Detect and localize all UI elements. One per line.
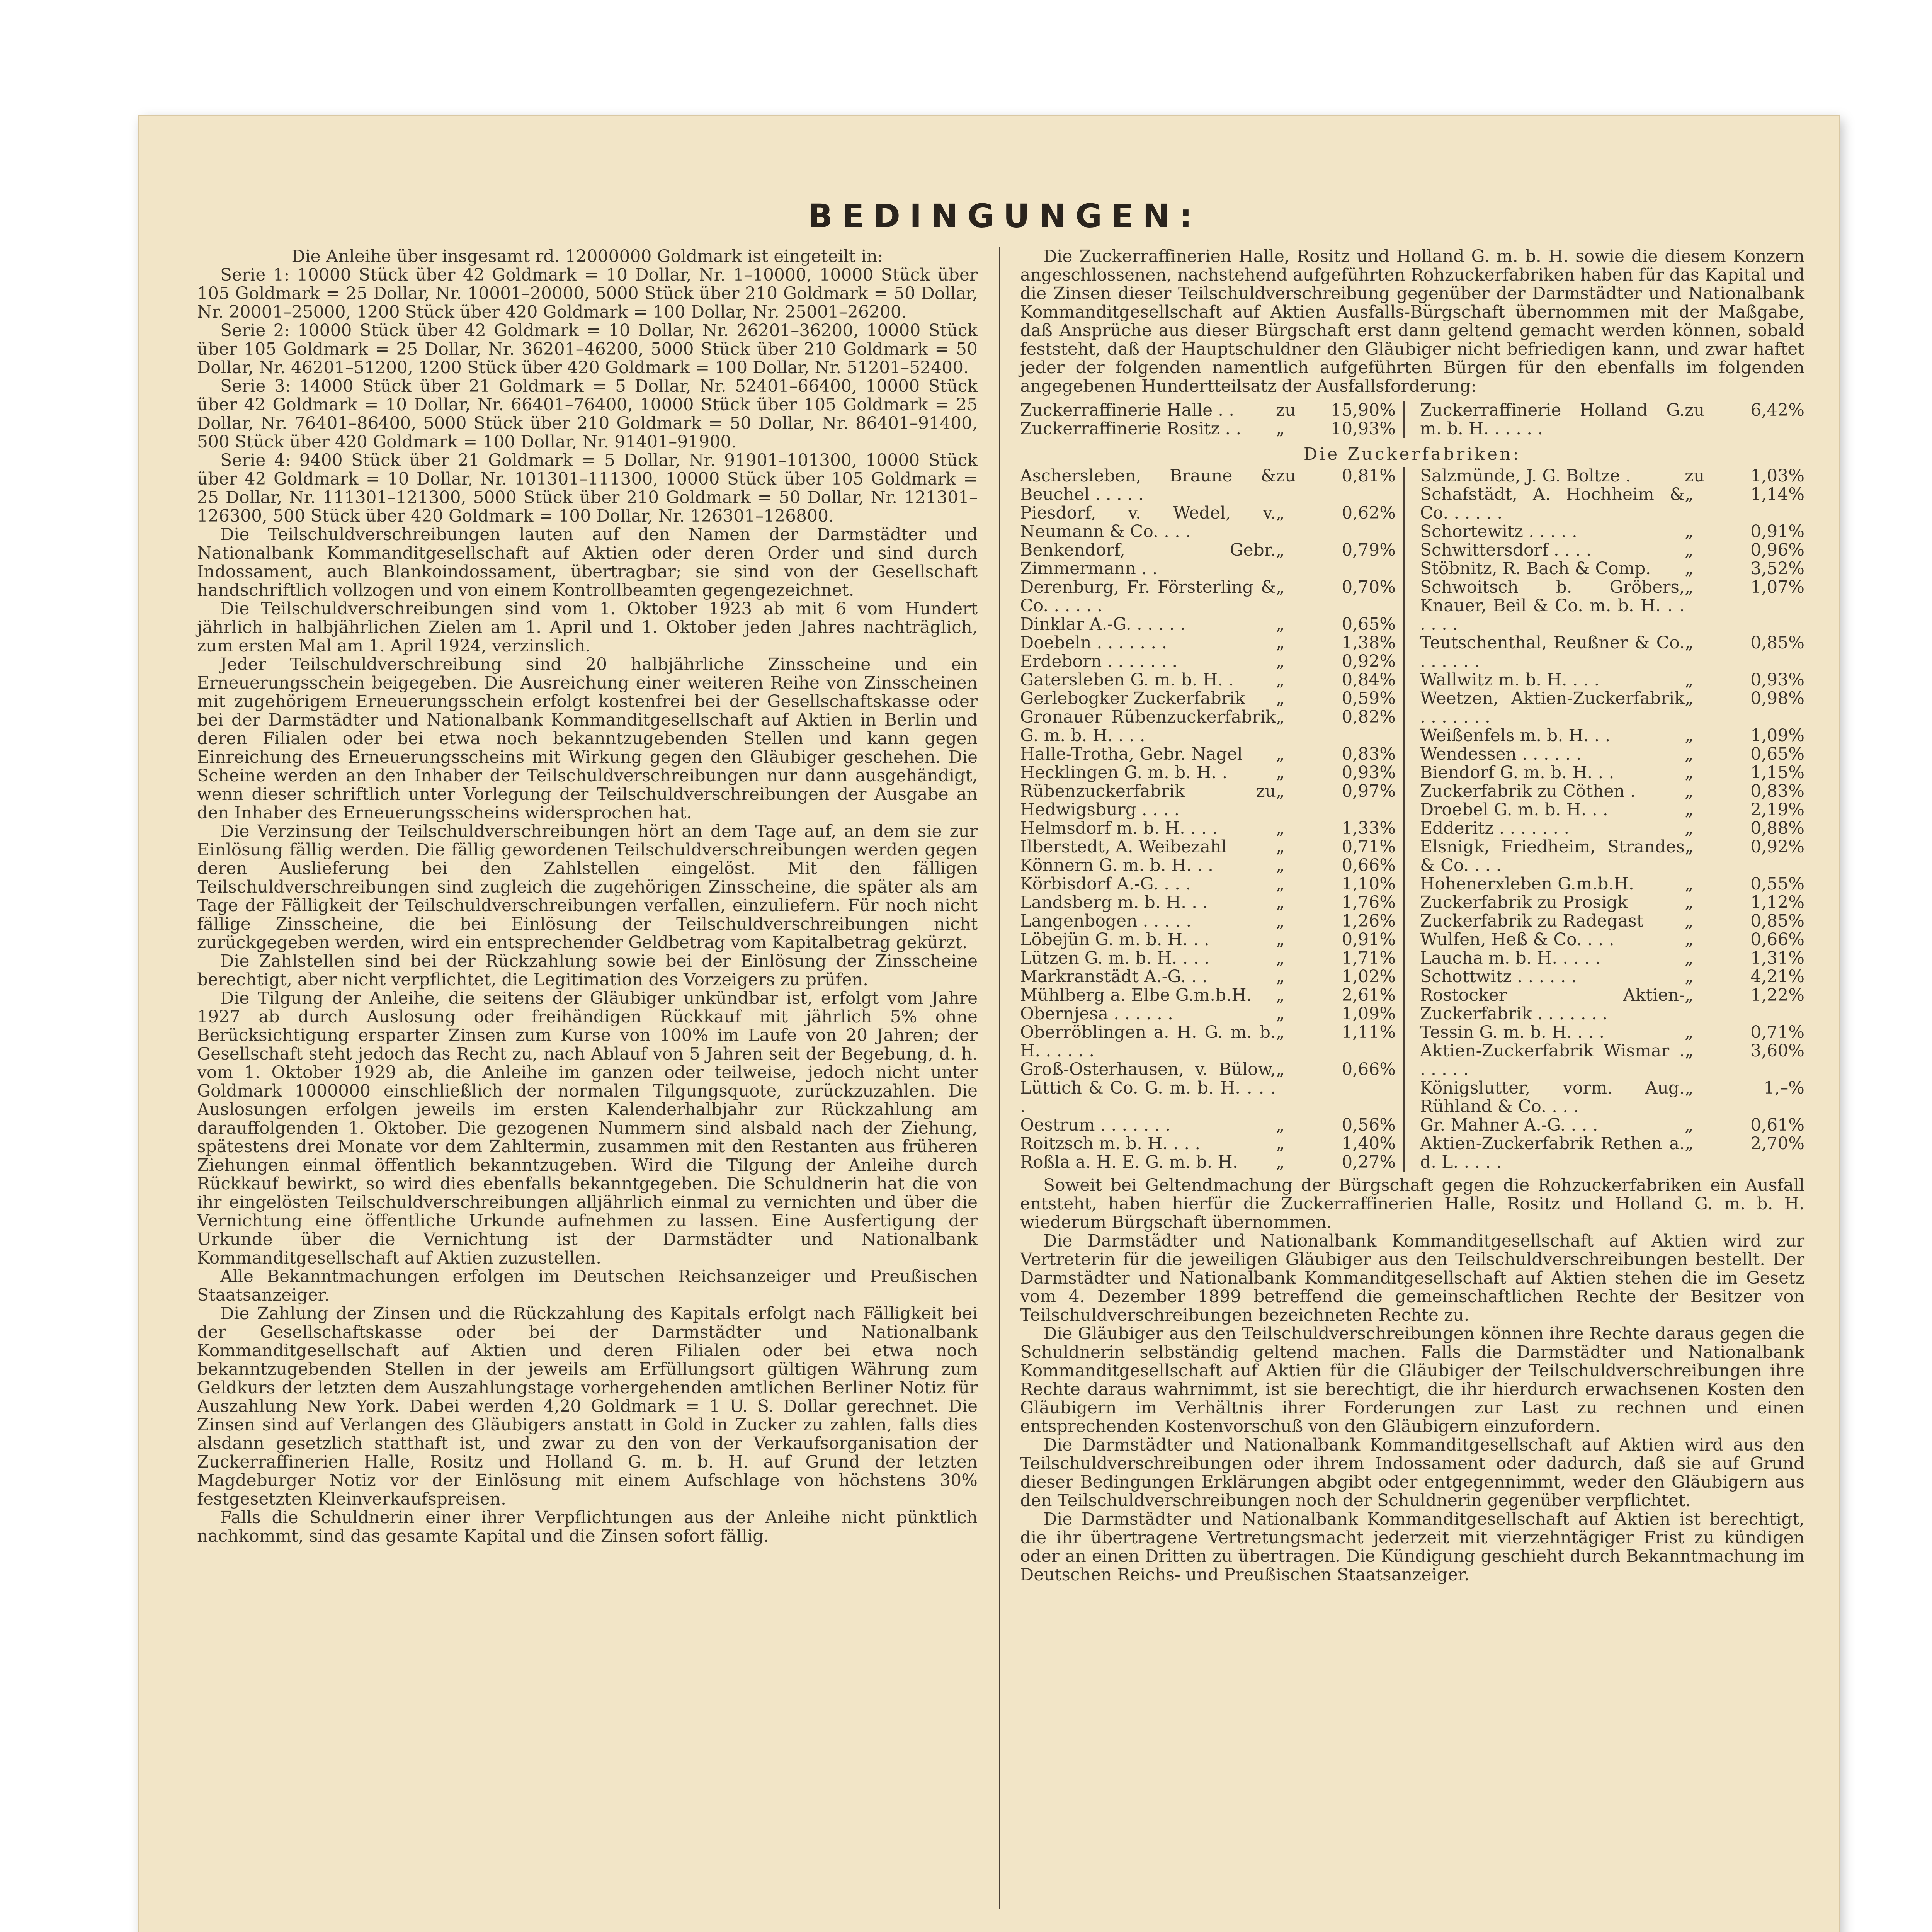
guarantor-percent: 0,88% xyxy=(1750,818,1804,838)
zu-mark: „ xyxy=(1685,893,1694,912)
guarantor-percent: 1,71% xyxy=(1342,948,1396,968)
zu-mark: „ xyxy=(1685,800,1694,820)
guarantor-name: Schafstädt, A. Hochheim & Co. . . . . . xyxy=(1420,485,1685,523)
guarantor-percent: 0,61% xyxy=(1750,1115,1804,1135)
zu-mark: „ xyxy=(1685,911,1694,931)
guarantor-percent: 0,92% xyxy=(1342,651,1396,671)
zu-mark: „ xyxy=(1276,744,1285,764)
guarantor-name: Doebeln . . . . . . . xyxy=(1020,633,1167,653)
table-row xyxy=(1420,467,1804,485)
zu-mark: „ xyxy=(1276,1060,1285,1079)
guarantor-percent: 15,90% xyxy=(1331,400,1396,420)
table-row xyxy=(1020,819,1396,838)
zu-mark: „ xyxy=(1276,967,1285,986)
table-row xyxy=(1020,1116,1396,1134)
paragraph: Serie 2: 10000 Stück über 42 Goldmark = 10 Dollar, Nr. 26201–36200, 10000 Stück über 105 Goldmark = 25 Dollar, Nr. 36201–46200, 5000 Stück über 210 Goldmark = 50 Dollar, Nr. 46201–51200, 1200 Stück über 420 Goldmark = 100 Dollar, Nr. 51201–52400. xyxy=(197,321,978,378)
guarantor-percent: 0,66% xyxy=(1342,855,1396,875)
guarantor-percent: 0,83% xyxy=(1342,744,1396,764)
table-row xyxy=(1420,671,1804,689)
guarantor-percent: 1,33% xyxy=(1342,818,1396,838)
guarantor-percent: 1,12% xyxy=(1750,893,1804,912)
zu-mark: zu xyxy=(1276,400,1296,420)
conditions-right-column xyxy=(1020,247,1804,1584)
zu-mark: „ xyxy=(1276,1022,1285,1042)
table-row xyxy=(1020,782,1396,819)
table-row xyxy=(1420,578,1804,634)
table-row xyxy=(1420,1042,1804,1079)
guarantor-name: Schwoitsch b. Gröbers, Knauer, Beil & Co. m. b. H. . . . . . . xyxy=(1420,577,1685,634)
guarantor-percent: 0,55% xyxy=(1750,874,1804,894)
guarantor-percent: 0,93% xyxy=(1750,670,1804,690)
guarantor-percent: 1,15% xyxy=(1750,763,1804,782)
guarantor-percent: 3,52% xyxy=(1750,559,1804,578)
guarantor-percent: 0,83% xyxy=(1750,781,1804,801)
table-row xyxy=(1420,726,1804,745)
zu-mark: „ xyxy=(1685,837,1694,857)
table-row xyxy=(1020,930,1396,949)
zu-mark: „ xyxy=(1685,522,1694,541)
guarantor-name: Dinklar A.-G. . . . . . xyxy=(1020,614,1185,634)
zu-mark: „ xyxy=(1276,1152,1285,1172)
guarantor-name: Groß-Osterhausen, v. Bülow, Lüttich & Co. G. m. b. H. . . . . xyxy=(1020,1060,1276,1116)
zu-mark: „ xyxy=(1685,744,1694,764)
zu-mark: „ xyxy=(1685,985,1694,1005)
guarantor-percent: 0,65% xyxy=(1342,614,1396,634)
zu-mark: „ xyxy=(1276,707,1285,727)
table-row xyxy=(1020,708,1396,745)
zu-mark: „ xyxy=(1276,419,1285,439)
table-row xyxy=(1420,560,1804,578)
guarantor-percent: 1,–% xyxy=(1764,1078,1804,1098)
guarantor-name: Obernjesa . . . . . . xyxy=(1020,1004,1173,1024)
guarantor-name: Mühlberg a. Elbe G.m.b.H. xyxy=(1020,985,1252,1005)
guarantor-percent: 0,81% xyxy=(1342,466,1396,486)
guarantor-name: Könnern G. m. b. H. . . xyxy=(1020,855,1213,875)
guarantor-name: Aktien-Zuckerfabrik Rethen a. d. L. . . . . xyxy=(1420,1134,1685,1172)
guarantor-percent: 1,03% xyxy=(1750,466,1804,486)
table-row xyxy=(1020,578,1396,615)
guarantor-percent: 0,65% xyxy=(1750,744,1804,764)
guarantor-percent: 4,21% xyxy=(1750,967,1804,986)
paragraph: Die Anleihe über insgesamt rd. 12000000 Goldmark ist eingeteilt in: xyxy=(291,247,883,266)
paragraph: Alle Bekanntmachungen erfolgen im Deutschen Reichsanzeiger und Preußischen Staatsanzeiger. xyxy=(197,1267,978,1305)
zu-mark: „ xyxy=(1276,503,1285,523)
guarantor-name: Helmsdorf m. b. H. . . . xyxy=(1020,818,1218,838)
zu-mark: „ xyxy=(1276,633,1285,653)
table-row xyxy=(1420,949,1804,968)
paragraph: Die Teilschuldverschreibungen sind vom 1. Oktober 1923 ab mit 6 vom Hundert jährlich in halbjährlichen Zielen am 1. April und 1. Oktober jeden Jahres nachträglich, zum ersten Mal am 1. April 1924, verzinslich. xyxy=(197,599,978,656)
guarantor-percent: 1,26% xyxy=(1342,911,1396,931)
guarantor-name: Derenburg, Fr. Försterling & Co. . . . . . xyxy=(1020,577,1276,616)
document-sheet xyxy=(139,116,1839,1932)
table-row xyxy=(1420,930,1804,949)
guarantor-name: Aktien-Zuckerfabrik Wismar . . . . . . xyxy=(1420,1041,1685,1079)
guarantor-name: Weißenfels m. b. H. . . xyxy=(1420,726,1611,745)
table-row xyxy=(1020,1134,1396,1153)
guarantor-percent: 1,22% xyxy=(1750,985,1804,1005)
guarantor-name: Schwittersdorf . . . . xyxy=(1420,540,1592,560)
guarantor-name: Rostocker Aktien-Zuckerfabrik . . . . . . . xyxy=(1420,985,1685,1024)
zu-mark: „ xyxy=(1685,670,1694,690)
zu-mark: „ xyxy=(1685,818,1694,838)
table-row xyxy=(1020,615,1396,634)
table-row xyxy=(1020,420,1396,438)
guarantor-percent: 0,71% xyxy=(1342,837,1396,857)
guarantor-percent: 6,42% xyxy=(1750,400,1804,420)
guarantor-name: Piesdorf, v. Wedel, v. Neumann & Co. . . . xyxy=(1020,503,1276,541)
guarantor-name: Lützen G. m. b. H. . . . xyxy=(1020,948,1210,968)
paragraph: Die Zahlung der Zinsen und die Rückzahlung des Kapitals erfolgt nach Fälligkeit bei der Gesellschaftskasse oder bei der Darmstädter und Nationalbank Kommanditgesellschaft auf Aktien und deren Filialen oder bei etwa noch bekanntzugebenden Stellen in der jeweils am Erfüllungsort gültigen Währung zum Geldkurs der letzten dem Auszahlungstage vorhergehenden amtlichen Berliner Notiz für Auszahlung New York. Dabei werden 4,20 Goldmark = 1 U. S. Dollar gerechnet. Die Zinsen sind auf Verlangen des Gläubigers anstatt in Gold in Zucker zu zahlen, falls dies alsdann gesetzlich statthaft ist, und zwar zu den von der Verkaufsorganisation der Zuckerraffinerien Halle, Rositz und Holland G. m. b. H. auf Grund der letzten Magdeburger Notiz vor der Einlösung mit einem Aufschlage von höchstens 30% festgesetzten Kleinverkaufspreisen. xyxy=(197,1304,978,1509)
table-row xyxy=(1420,1079,1804,1116)
table-row xyxy=(1420,819,1804,838)
guarantor-name: Laucha m. b. H. . . . . xyxy=(1420,948,1601,968)
table-row xyxy=(1420,1116,1804,1134)
guarantor-percent: 0,56% xyxy=(1342,1115,1396,1135)
zu-mark: „ xyxy=(1685,874,1694,894)
zu-mark: zu xyxy=(1685,400,1705,420)
zuckerfabriken-right-list xyxy=(1420,467,1804,1172)
guarantor-name: Tessin G. m. b. H. . . . xyxy=(1420,1022,1605,1042)
zu-mark: „ xyxy=(1685,633,1694,653)
table-row xyxy=(1020,745,1396,764)
guarantor-percent: 0,93% xyxy=(1342,763,1396,782)
guarantor-percent: 1,11% xyxy=(1342,1022,1396,1042)
table-row xyxy=(1420,485,1804,522)
table-row xyxy=(1420,1023,1804,1042)
guarantor-percent: 0,62% xyxy=(1342,503,1396,523)
guarantor-percent: 10,93% xyxy=(1331,419,1396,439)
guarantor-name: Wendessen . . . . . . xyxy=(1420,744,1582,764)
guarantor-name: Gr. Mahner A.-G. . . . xyxy=(1420,1115,1598,1135)
guarantor-name: Wallwitz m. b. H. . . . xyxy=(1420,670,1600,690)
guarantor-name: Roitzsch m. b. H. . . . xyxy=(1020,1134,1201,1153)
table-row xyxy=(1020,912,1396,930)
guarantor-name: Wulfen, Heß & Co. . . . xyxy=(1420,930,1614,949)
table-row xyxy=(1420,689,1804,726)
guarantor-percent: 0,71% xyxy=(1750,1022,1804,1042)
guarantor-percent: 0,79% xyxy=(1342,540,1396,560)
guarantor-name: Aschersleben, Braune & Beuchel . . . . . xyxy=(1020,466,1276,504)
table-row xyxy=(1020,856,1396,875)
table-row xyxy=(1420,634,1804,671)
zu-mark: „ xyxy=(1685,485,1694,504)
guarantor-percent: 0,91% xyxy=(1750,522,1804,541)
paragraph: Falls die Schuldnerin einer ihrer Verpflichtungen aus der Anleihe nicht pünktlich nachkommt, sind das gesamte Kapital und die Zinsen sofort fällig. xyxy=(197,1508,978,1546)
zu-mark: „ xyxy=(1685,763,1694,782)
zu-mark: „ xyxy=(1276,1004,1285,1024)
paragraph: Die Darmstädter und Nationalbank Kommanditgesellschaft auf Aktien ist berechtigt, die ihr übertragene Vertretungsmacht jederzeit mit vierzehntägiger Frist zu kündigen oder an einen Dritten zu übertragen. Die Kündigung geschieht durch Bekanntmachung im Deutschen Reichs- und Preußischen Staatsanzeiger. xyxy=(1020,1509,1804,1585)
paragraph: Die Darmstädter und Nationalbank Kommanditgesellschaft auf Aktien wird aus den Teilschuldverschreibungen oder ihrem Indossament oder dadurch, daß sie auf Grund dieser Bedingungen Erklärungen abgibt oder entgegennimmt, weder den Gläubigern aus den Teilschuldverschreibungen noch der Schuldnerin gegenüber verpflichtet. xyxy=(1020,1435,1804,1510)
guarantor-percent: 0,98% xyxy=(1750,689,1804,708)
paragraph: Die Zahlstellen sind bei der Rückzahlung sowie bei der Einlösung der Zinsscheine berechtigt, aber nicht verpflichtet, die Legitimation des Vorzeigers zu prüfen. xyxy=(197,951,978,990)
guarantor-name: Hecklingen G. m. b. H. . xyxy=(1020,763,1228,782)
zu-mark: „ xyxy=(1685,540,1694,560)
zu-mark: zu xyxy=(1276,466,1296,486)
table-row xyxy=(1420,875,1804,893)
guarantor-name: Ilberstedt, A. Weibezahl xyxy=(1020,837,1227,857)
paragraph: Die Darmstädter und Nationalbank Kommanditgesellschaft auf Aktien wird zur Vertreterin für die jeweiligen Gläubiger aus den Teilschuldverschreibungen bestellt. Der Darmstädter und Nationalbank Kommanditgesellschaft auf Aktien stehen die im Gesetz vom 4. Dezember 1899 betreffend die gemeinschaftlichen Rechte der Besitzer von Teilschuldverschreibungen bezeichneten Rechte zu. xyxy=(1020,1231,1804,1325)
zu-mark: „ xyxy=(1685,1134,1694,1153)
guarantor-name: Zuckerfabrik zu Prosigk xyxy=(1420,893,1628,912)
zu-mark: „ xyxy=(1276,893,1285,912)
zu-mark: „ xyxy=(1276,855,1285,875)
zu-mark: „ xyxy=(1685,930,1694,949)
guarantor-name: Zuckerfabrik zu Cöthen . xyxy=(1420,781,1636,801)
zu-mark: „ xyxy=(1685,559,1694,578)
table-row xyxy=(1420,968,1804,986)
table-row xyxy=(1420,401,1804,438)
paragraph: Serie 4: 9400 Stück über 21 Goldmark = 5 Dollar, Nr. 91901–101300, 10000 Stück über 42 Goldmark = 10 Dollar, Nr. 101301–111300, 10000 Stück über 105 Goldmark = 25 Dollar, Nr. 111301–121300, 5000 Stück über 210 Goldmark = 50 Dollar, Nr. 121301–126300, 500 Stück über 420 Goldmark = 100 Dollar, Nr. 126301–126800. xyxy=(197,451,978,526)
guarantor-name: Droebel G. m. b. H. . . xyxy=(1420,800,1608,820)
guarantor-percent: 0,85% xyxy=(1750,911,1804,931)
zu-mark: „ xyxy=(1276,948,1285,968)
zu-mark: „ xyxy=(1276,651,1285,671)
zu-mark: „ xyxy=(1276,670,1285,690)
zu-mark: „ xyxy=(1276,985,1285,1005)
table-row xyxy=(1020,504,1396,541)
zu-mark: „ xyxy=(1685,781,1694,801)
guarantor-name: Weetzen, Aktien-Zuckerfabrik . . . . . . . xyxy=(1420,689,1685,727)
zu-mark: „ xyxy=(1685,689,1694,708)
table-row xyxy=(1020,1060,1396,1116)
guarantor-name: Gerlebogker Zuckerfabrik xyxy=(1020,689,1245,708)
paragraph: Serie 3: 14000 Stück über 21 Goldmark = 5 Dollar, Nr. 52401–66400, 10000 Stück über 42 Goldmark = 10 Dollar, Nr. 66401–76400, 10000 Stück über 105 Goldmark = 25 Dollar, Nr. 76401–86400, 5000 Stück über 210 Goldmark = 50 Dollar, Nr. 86401–91400, 500 Stück über 420 Goldmark = 100 Dollar, Nr. 91401–91900. xyxy=(197,376,978,452)
guarantor-percent: 1,09% xyxy=(1750,726,1804,745)
guarantor-percent: 1,31% xyxy=(1750,948,1804,968)
table-row xyxy=(1020,986,1396,1005)
table-row xyxy=(1420,1134,1804,1172)
guarantor-percent: 0,27% xyxy=(1342,1152,1396,1172)
table-row xyxy=(1020,1005,1396,1023)
guarantor-name: Landsberg m. b. H. . . xyxy=(1020,893,1208,912)
guarantor-percent: 2,61% xyxy=(1342,985,1396,1005)
guarantor-percent: 0,70% xyxy=(1342,577,1396,597)
raffinerien-table xyxy=(1020,401,1804,438)
guarantor-percent: 0,91% xyxy=(1342,930,1396,949)
table-row xyxy=(1020,968,1396,986)
guarantor-name: Oberröblingen a. H. G. m. b. H. . . . . . xyxy=(1020,1022,1276,1061)
guarantor-percent: 0,85% xyxy=(1750,633,1804,653)
zu-mark: „ xyxy=(1276,874,1285,894)
table-row xyxy=(1020,652,1396,671)
guarantor-name: Elsnigk, Friedheim, Strandes & Co. . . . xyxy=(1420,837,1685,875)
zu-mark: „ xyxy=(1276,614,1285,634)
table-row xyxy=(1020,1023,1396,1060)
table-row xyxy=(1020,467,1396,504)
zuckerfabriken-heading: Die Zuckerfabriken: xyxy=(1303,444,1521,464)
guarantor-name: Zuckerraffinerie Holland G. m. b. H. . . . . . xyxy=(1420,400,1685,439)
guarantor-name: Oestrum . . . . . . . xyxy=(1020,1115,1171,1135)
zu-mark: „ xyxy=(1276,689,1285,708)
guarantor-percent: 1,76% xyxy=(1342,893,1396,912)
zu-mark: „ xyxy=(1276,818,1285,838)
zuckerfabriken-table xyxy=(1020,467,1804,1172)
guarantor-percent: 1,14% xyxy=(1750,485,1804,504)
guarantor-percent: 1,09% xyxy=(1342,1004,1396,1024)
guarantor-name: Hohenerxleben G.m.b.H. xyxy=(1420,874,1634,894)
zu-mark: „ xyxy=(1685,1115,1694,1135)
guarantor-name: Löbejün G. m. b. H. . . xyxy=(1020,930,1209,949)
table-row xyxy=(1020,541,1396,578)
table-row xyxy=(1020,893,1396,912)
guarantor-name: Schortewitz . . . . . xyxy=(1420,522,1577,541)
table-row xyxy=(1020,401,1396,420)
guarantor-percent: 0,97% xyxy=(1342,781,1396,801)
paragraph: Serie 1: 10000 Stück über 42 Goldmark = 10 Dollar, Nr. 1–10000, 10000 Stück über 105 Goldmark = 25 Dollar, Nr. 10001–20000, 5000 Stück über 210 Goldmark = 50 Dollar, Nr. 20001–25000, 1200 Stück über 420 Goldmark = 100 Dollar, Nr. 25001–26200. xyxy=(197,265,978,322)
guarantor-name: Gatersleben G. m. b. H. . xyxy=(1020,670,1234,690)
zuckerfabriken-left-list xyxy=(1020,467,1405,1172)
table-row xyxy=(1420,522,1804,541)
table-row xyxy=(1420,838,1804,875)
table-row xyxy=(1020,764,1396,782)
zu-mark: „ xyxy=(1276,930,1285,949)
guarantor-percent: 0,66% xyxy=(1342,1060,1396,1079)
zu-mark: „ xyxy=(1276,577,1285,597)
paragraph: Die Zuckerraffinerien Halle, Rositz und Holland G. m. b. H. sowie die diesem Konzern angeschlossenen, nachstehend aufgeführten Rohzuckerfabriken haben für das Kapital und die Zinsen dieser Teilschuldverschreibung gegenüber der Darmstädter und Nationalbank Kommanditgesellschaft auf Aktien Ausfalls-Bürgschaft übernommen mit der Maßgabe, daß Ansprüche aus dieser Bürgschaft erst dann geltend gemacht werden können, sobald feststeht, daß der Hauptschuldner den Gläubiger nicht befriedigen kann, und zwar haftet jeder der folgenden namentlich aufgeführten Bürgen für den ebenfalls im folgenden angegebenen Hundertteilsatz der Ausfallsforderung: xyxy=(1020,247,1804,396)
paragraph: Die Verzinsung der Teilschuldverschreibungen hört an dem Tage auf, an dem sie zur Einlösung fällig werden. Die fällig gewordenen Teilschuldverschreibungen werden gegen deren Auslieferung bei den Zahlstellen eingelöst. Mit den fälligen Teilschuldverschreibungen sind zugleich die zugehörigen Zinsscheine, die später als am Tage der Fälligkeit der Teilschuldverschreibungen verfallen, einzuliefern. Für noch nicht fällige Zinsscheine, die bei Einlösung der Teilschuldverschreibungen nicht zurückgegeben werden, wird ein entsprechender Geldbetrag vom Kapitalbetrag gekürzt. xyxy=(197,821,978,952)
zu-mark: „ xyxy=(1276,781,1285,801)
guarantor-name: Edderitz . . . . . . . xyxy=(1420,818,1570,838)
paragraph: Die Teilschuldverschreibungen lauten auf den Namen der Darmstädter und Nationalbank Kommanditgesellschaft auf Aktien oder deren Order und sind durch Indossament, auch Blankoindossament, übertragbar; sie sind von der Gesellschaft handschriftlich vollzogen und von einem Kontrollbeamten gegengezeichnet. xyxy=(197,525,978,600)
zu-mark: „ xyxy=(1685,1078,1694,1098)
column-divider xyxy=(999,247,1000,1909)
table-row xyxy=(1020,1153,1396,1172)
guarantor-name: Roßla a. H. E. G. m. b. H. xyxy=(1020,1152,1238,1172)
zu-mark: „ xyxy=(1276,837,1285,857)
guarantor-name: Biendorf G. m. b. H. . . xyxy=(1420,763,1614,782)
guarantor-name: Königslutter, vorm. Aug. Rühland & Co. . . . xyxy=(1420,1078,1685,1116)
zu-mark: „ xyxy=(1276,911,1285,931)
guarantor-name: Erdeborn . . . . . . . xyxy=(1020,651,1178,671)
table-row xyxy=(1420,986,1804,1023)
guarantor-name: Rübenzuckerfabrik zu Hedwigsburg . . . . xyxy=(1020,781,1276,820)
zu-mark: „ xyxy=(1685,726,1694,745)
guarantor-percent: 1,07% xyxy=(1750,577,1804,597)
table-row xyxy=(1420,782,1804,801)
table-row xyxy=(1420,745,1804,764)
guarantor-name: Gronauer Rübenzuckerfabrik G. m. b. H. . . . xyxy=(1020,707,1276,745)
guarantor-percent: 1,10% xyxy=(1342,874,1396,894)
table-row xyxy=(1420,893,1804,912)
guarantor-name: Zuckerraffinerie Rositz . . xyxy=(1020,419,1242,439)
guarantor-name: Stöbnitz, R. Bach & Comp. xyxy=(1420,559,1651,578)
guarantor-percent: 0,82% xyxy=(1342,707,1396,727)
zu-mark: „ xyxy=(1685,948,1694,968)
guarantor-percent: 1,38% xyxy=(1342,633,1396,653)
guarantor-percent: 2,70% xyxy=(1750,1134,1804,1153)
guarantor-percent: 0,92% xyxy=(1750,837,1804,857)
table-row xyxy=(1420,912,1804,930)
table-row xyxy=(1020,634,1396,652)
paragraph: Die Tilgung der Anleihe, die seitens der Gläubiger unkündbar ist, erfolgt vom Jahre 1927 ab durch Auslosung oder freihändigen Rückkauf mit jährlich 5% ohne Berücksichtigung ersparter Zinsen zum Kurse von 100% im Laufe von 20 Jahren; der Gesellschaft steht jedoch das Recht zu, nach Ablauf von 5 Jahren seit der Begebung, d. h. vom 1. Oktober 1929 ab, die Anleihe im ganzen oder teilweise, jedoch nicht unter Goldmark 1000000 einschließlich der normalen Tilgungsquote, zurückzuzahlen. Die Auslosungen erfolgen jeweils im ersten Kalenderhalbjahr zur Rückzahlung am darauffolgenden 1. Oktober. Die gezogenen Nummern sind alsbald nach der Ziehung, spätestens drei Monate vor dem Zahltermin, zusammen mit den Restanten aus früheren Ziehungen einmal öffentlich bekanntzugeben. Wird die Tilgung der Anleihe durch Rückkauf bewirkt, so wird dies ebenfalls bekanntgegeben. Die Schuldnerin hat die von ihr eingelösten Teilschuldverschreibungen alljährlich einmal zu vernichten und über die Vernichtung eine öffentliche Urkunde aufnehmen zu lassen. Eine Ausfertigung der Urkunde über die Vernichtung ist der Darmstädter und Nationalbank Kommanditgesellschaft auf Aktien zuzustellen. xyxy=(197,988,978,1268)
guarantor-percent: 1,40% xyxy=(1342,1134,1396,1153)
zu-mark: „ xyxy=(1276,763,1285,782)
guarantor-percent: 1,02% xyxy=(1342,967,1396,986)
conditions-left-column xyxy=(197,247,978,1546)
table-row xyxy=(1420,764,1804,782)
guarantor-percent: 0,59% xyxy=(1342,689,1396,708)
guarantor-name: Langenbogen . . . . . xyxy=(1020,911,1192,931)
guarantor-name: Halle-Trotha, Gebr. Nagel xyxy=(1020,744,1243,764)
guarantor-name: Zuckerfabrik zu Radegast xyxy=(1420,911,1644,931)
zu-mark: „ xyxy=(1685,1022,1694,1042)
guarantor-name: Markranstädt A.-G. . . xyxy=(1020,967,1208,986)
document-title: BEDINGUNGEN: xyxy=(808,197,1202,235)
guarantor-name: Körbisdorf A.-G. . . . xyxy=(1020,874,1191,894)
guarantor-percent: 0,66% xyxy=(1750,930,1804,949)
guarantor-percent: 3,60% xyxy=(1750,1041,1804,1061)
table-row xyxy=(1020,949,1396,968)
guarantor-name: Teutschenthal, Reußner & Co. . . . . . . xyxy=(1420,633,1685,671)
zu-mark: „ xyxy=(1685,967,1694,986)
table-row xyxy=(1420,541,1804,560)
guarantor-name: Zuckerraffinerie Halle . . xyxy=(1020,400,1235,420)
table-row xyxy=(1020,875,1396,893)
table-row xyxy=(1020,689,1396,708)
guarantor-percent: 2,19% xyxy=(1750,800,1804,820)
table-row xyxy=(1420,801,1804,819)
paragraph: Die Gläubiger aus den Teilschuldverschreibungen können ihre Rechte daraus gegen die Schuldnerin selbständig geltend machen. Falls die Darmstädter und Nationalbank Kommanditgesellschaft auf Aktien für die Gläubiger der Teilschuldverschreibungen ihre Rechte daraus wahrnimmt, ist sie berechtigt, die ihr hierdurch erwachsenen Kosten den Gläubigern im Verhältnis ihrer Forderungen zur Last zu rechnen und einen entsprechenden Kostenvorschuß von den Gläubigern einzufordern. xyxy=(1020,1324,1804,1436)
guarantor-name: Schottwitz . . . . . . xyxy=(1420,967,1577,986)
zu-mark: zu xyxy=(1685,466,1705,486)
guarantor-name: Benkendorf, Gebr. Zimmermann . . xyxy=(1020,540,1276,578)
guarantor-percent: 0,96% xyxy=(1750,540,1804,560)
zu-mark: „ xyxy=(1276,1115,1285,1135)
guarantor-name: Salzmünde, J. G. Boltze . xyxy=(1420,466,1631,486)
paragraph: Jeder Teilschuldverschreibung sind 20 halbjährliche Zinsscheine und ein Erneuerungsschein beigegeben. Die Ausreichung einer weiteren Reihe von Zinsscheinen mit zugehörigem Erneuerungsschein erfolgt kostenfrei bei der Gesellschaftskasse oder bei der Darmstädter und Nationalbank Kommanditgesellschaft auf Aktien in Berlin und deren Filialen oder bei etwa noch bekanntzugebenden Stellen und kann gegen Einreichung des Erneuerungsscheins mit Wirkung gegen den Gläubiger geschehen. Die Scheine werden an den Inhaber der Teilschuldverschreibungen nur dann ausgehändigt, wenn dieser schriftlich unter Vorlegung der Teilschuldverschreibungen der Ausgabe an den Inhaber des Erneuerungsscheins widersprochen hat. xyxy=(197,655,978,823)
table-row xyxy=(1020,671,1396,689)
zu-mark: „ xyxy=(1276,1134,1285,1153)
zu-mark: „ xyxy=(1276,540,1285,560)
guarantor-percent: 0,84% xyxy=(1342,670,1396,690)
zu-mark: „ xyxy=(1685,577,1694,597)
table-row xyxy=(1020,838,1396,856)
zu-mark: „ xyxy=(1685,1041,1694,1061)
paragraph: Soweit bei Geltendmachung der Bürgschaft gegen die Rohzuckerfabriken ein Ausfall entsteht, haben hierfür die Zuckerraffinerien Halle, Rositz und Holland G. m. b. H. wiederum Bürgschaft übernommen. xyxy=(1020,1175,1804,1232)
